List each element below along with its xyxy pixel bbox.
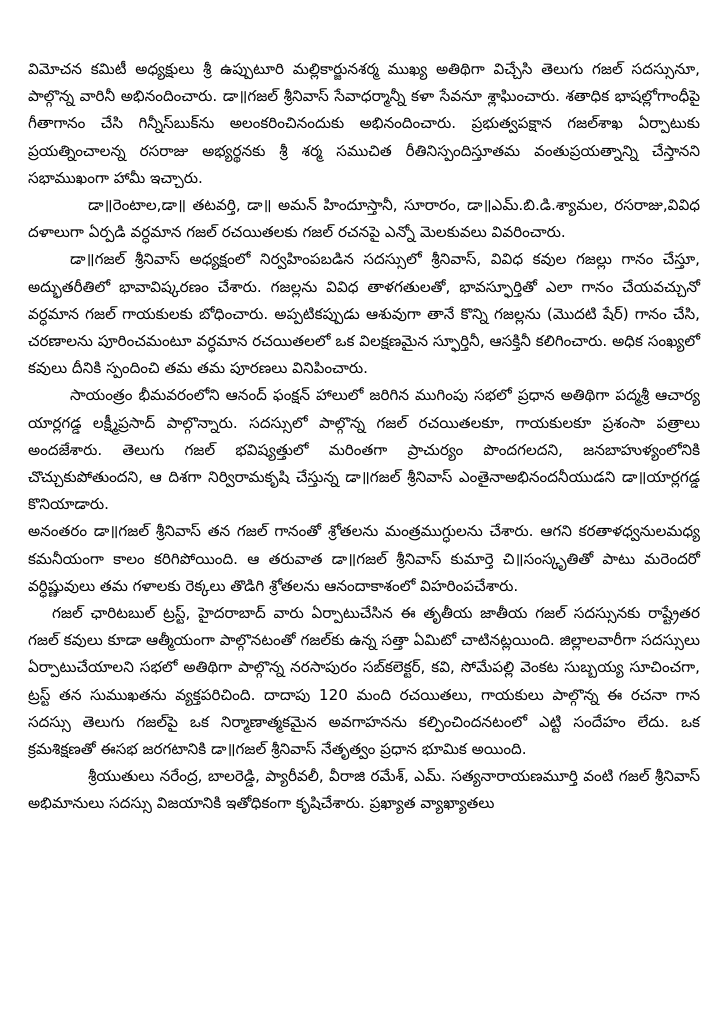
paragraph-gazal-recital: అనంతరం డా॥గజల్ శ్రీనివాస్ తన గజల్ గానంతో శ్రోతలను మంత్రముగ్ధులను చేశారు. ఆగని కరతాళధ్వనులమధ్య కమనీయంగా కాలం కరిగిపోయింది. ఆ తరువాత డా॥గజల్ శ్రీనివాస్ కుమార్తె చి॥సంస్కృతితో పాటు మరెందరో వర్ధిష్ణువులు తమ గళాలకు రెక్కలు తొడిగి శ్రోతలను ఆనందాకాశంలో విహరింపచేశారు. [28, 522, 700, 595]
paragraph-committee-president: విమోచన కమిటీ అధ్యక్షులు శ్రీ ఉప్పుటూరి మల్లికార్జునశర్మ ముఖ్య అతిథిగా విచ్చేసి తెలుగు గజల్ సదస్సునూ, పాల్గొన్న వారినీ అభినందించారు. డా॥గజల్ శ్రీనివాస్ సేవాధర్మాన్నీ కళా సేవనూ శ్లాఘించారు. శతాధిక భాషల్లోగాంధీపై గీతాగానం చేసి గిన్నీస్‌బుక్‌ను అలంకరించినందుకు అభినందించారు. ప్రభుత్వపక్షాన గజల్‌శాఖ ఏర్పాటుకు ప్రయత్నించాలన్న రసరాజు అభ్యర్థనకు శ్రీ శర్మ సముచిత రీతినిస్పందిస్తూతమ వంతుప్రయత్నాన్ని చేస్తానని సభాముఖంగా హామీ ఇచ్చారు. [28, 60, 700, 187]
paragraph-workshop-guides: డా॥రెంటాల,డా॥ తటవర్తి, డా॥ అమన్ హిందూస్తానీ, సూరారం, డా॥ఎమ్.బి.డి.శ్యామల, రసరాజు,వివిధ దళాలుగా ఏర్పడి వర్ధమాన గజల్ రచయితలకు గజల్ రచనపై ఎన్నో మెలకువలు వివరించారు. [28, 196, 700, 242]
paragraph-trust-seminar: గజల్ ఛారిటబుల్ ట్రస్ట్, హైదరాబాద్ వారు ఏర్పాటుచేసిన ఈ తృతీయ జాతీయ గజల్ సదస్సునకు రాష్ట్రేతర గజల్ కవులు కూడా ఆత్మీయంగా పాల్గొనటంతో గజల్‌కు ఉన్న సత్తా ఏమిటో చాటినట్లయింది. జిల్లాలవారీగా సదస్సులు ఏర్పాటుచేయాలని సభలో అతిథిగా పాల్గొన్న నరసాపురం సబ్‌కలెక్టర్, కవి, సోమేపల్లి వెంకట సుబ్బయ్య సూచించగా, ట్రస్ట్ తన సుముఖతను వ్యక్తపరిచింది. దాదాపు 120 మంది రచయితలు, గాయకులు పాల్గొన్న ఈ రచనా గాన సదస్సు తెలుగు గజల్‌పై ఒక నిర్మాణాత్మకమైన అవగాహనను కల్పించిందనటంలో ఎట్టి సందేహం లేదు. ఒక క్రమశిక్షణతో ఈసభ జరగటానికి డా॥గజల్ శ్రీనివాస్ నేతృత్వం ప్రధాన భూమిక అయింది. [28, 604, 700, 759]
article-body [28, 56, 700, 818]
paragraph-fans-support: శ్రీయుతులు నరేంద్ర, బాలరెడ్డి, ప్యారీవలీ, వీరాజి రమేశ్, ఎమ్. సత్యనారాయణమూర్తి వంటి గజల్ శ్రీనివాస్ అభిమానులు సదస్సు విజయానికి ఇతోధికంగా కృషిచేశారు. ప్రఖ్యాత వ్యాఖ్యాతలు [28, 767, 700, 813]
paragraph-closing-ceremony: సాయంత్రం భీమవరంలోని ఆనంద్ ఫంక్షన్ హాలులో జరిగిన ముగింపు సభలో ప్రధాన అతిథిగా పద్మశ్రీ ఆచార్య యార్లగడ్డ లక్ష్మీప్రసాద్ పాల్గొన్నారు. సదస్సులో పాల్గొన్న గజల్ రచయితలకూ, గాయకులకూ ప్రశంసా పత్రాలు అందజేశారు. తెలుగు గజల్ భవిష్యత్తులో మరింతగా ప్రాచుర్యం పొందగలదని, జనబాహుళ్యంలోనికి చొచ్చుకుపోతుందని, ఆ దిశగా నిర్విరామకృషి చేస్తున్న డా॥గజల్ శ్రీనివాస్ ఎంతైనాఅభినందనీయుడని డా॥యార్లగడ్డ కొనియాడారు. [28, 386, 700, 514]
paragraph-srinivas-session: డా॥గజల్ శ్రీనివాస్ అధ్యక్షంలో నిర్వహింపబడిన సదస్సులో శ్రీనివాస్, వివిధ కవుల గజల్లు గానం చేస్తూ, అద్భుతరీతిలో భావావిష్కరణం చేశారు. గజల్లను వివిధ తాళగతులతో, భావస్ఫూర్తితో ఎలా గానం చేయవచ్చునో వర్ధమాన గజల్ గాయకులకు బోధించారు. అప్పటికప్పుడు ఆశువుగా తానే కొన్ని గజల్లను (మొదటి షేర్) గానం చేసి, చరణాలను పూరించమంటూ వర్ధమాన రచయితలలో ఒక విలక్షణమైన స్ఫూర్తినీ, ఆసక్తినీ కలిగించారు. అధిక సంఖ్యలో కవులు దీనికి స్పందించి తమ తమ పూరణలు వినిపించారు. [28, 250, 700, 378]
